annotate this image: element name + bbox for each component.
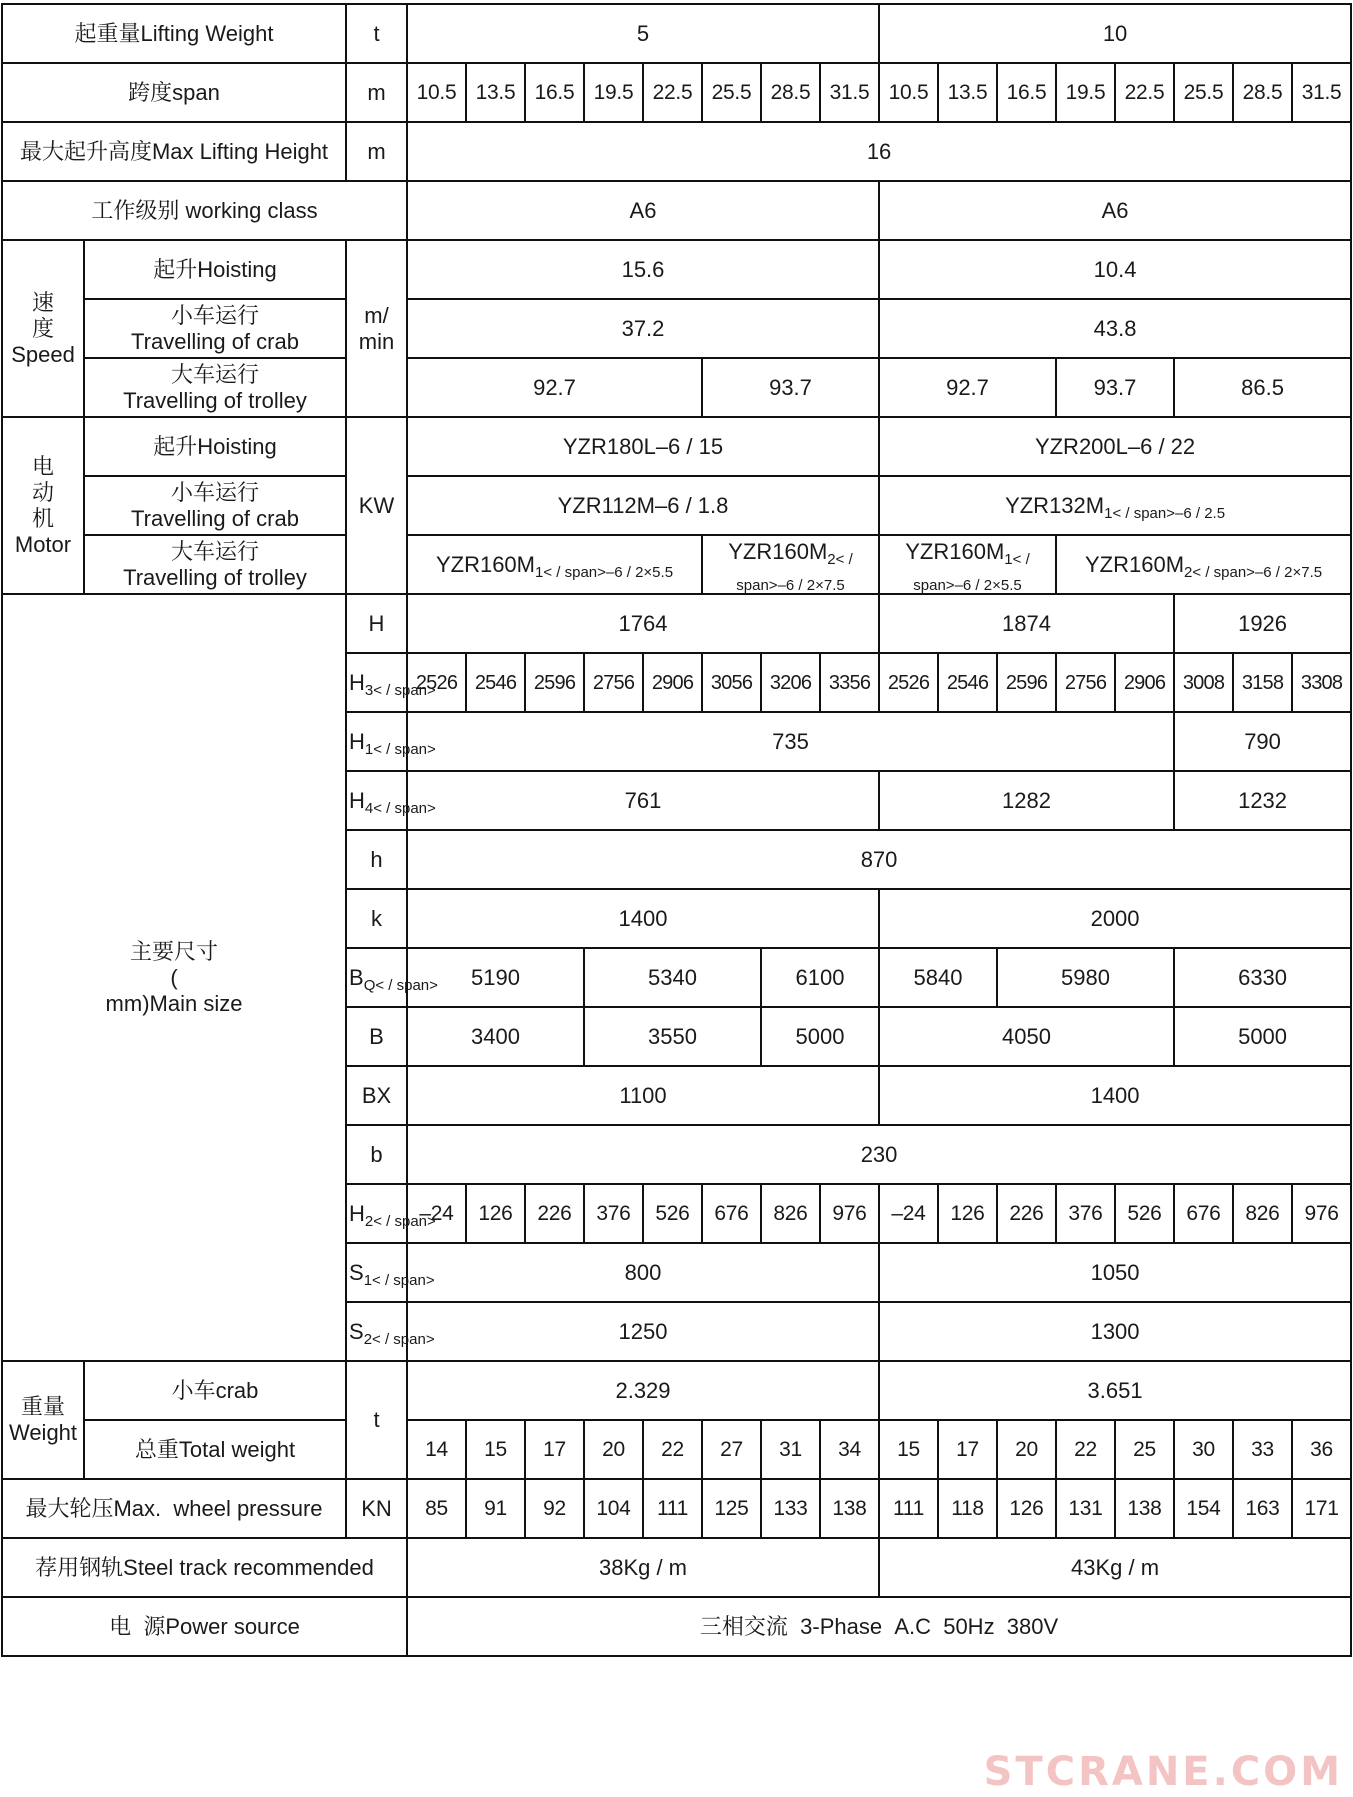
table-cell: 15.6 <box>407 240 879 299</box>
table-cell: 2756 <box>1056 653 1115 712</box>
table-cell: 376 <box>1056 1184 1115 1243</box>
table-cell: 2756 <box>584 653 643 712</box>
table-cell: 133 <box>761 1479 820 1538</box>
unit-cell: t <box>346 4 407 63</box>
table-cell: 3206 <box>761 653 820 712</box>
row-label: 总重Total weight <box>84 1420 346 1479</box>
table-cell: $YZR132M_{1< / span>-6 / 2.5}$ <box>879 476 1351 535</box>
table-cell: 5 <box>407 4 879 63</box>
table-cell: 4050 <box>879 1007 1174 1066</box>
table-cell: 5000 <box>1174 1007 1351 1066</box>
table-cell: 1874 <box>879 594 1174 653</box>
table-cell: 1300 <box>879 1302 1351 1361</box>
table-cell: 111 <box>879 1479 938 1538</box>
table-cell: 三相交流 3-Phase A.C 50Hz 380V <box>407 1597 1351 1656</box>
dimension-label: k <box>346 889 407 948</box>
table-cell: 27 <box>702 1420 761 1479</box>
table-cell: 2596 <box>997 653 1056 712</box>
row-label: 最大轮压Max. wheel pressure <box>2 1479 346 1538</box>
table-cell: 1400 <box>879 1066 1351 1125</box>
row-size-h <box>2 594 1351 653</box>
table-cell: 15 <box>879 1420 938 1479</box>
row-label: 荐用钢轨Steel track recommended <box>2 1538 407 1597</box>
table-cell: 19.5 <box>1056 63 1115 122</box>
table-cell: 125 <box>702 1479 761 1538</box>
row-label: 电 源Power source <box>2 1597 407 1656</box>
table-cell: 1926 <box>1174 594 1351 653</box>
table-cell: 16.5 <box>997 63 1056 122</box>
table-cell: 2906 <box>1115 653 1174 712</box>
table-cell: 6330 <box>1174 948 1351 1007</box>
specification-table <box>1 3 1352 1657</box>
table-cell: 28.5 <box>761 63 820 122</box>
table-cell: 5000 <box>761 1007 879 1066</box>
table-cell: 171 <box>1292 1479 1351 1538</box>
table-cell: 92 <box>525 1479 584 1538</box>
dimension-label: $H_{4< / span>}$ <box>346 771 407 830</box>
table-cell: 10.5 <box>407 63 466 122</box>
row-label: 小车运行 Travelling of crab <box>84 299 346 358</box>
unit-cell: m <box>346 122 407 181</box>
dimension-label: $H_{1< / span>}$ <box>346 712 407 771</box>
table-cell: $YZR160M_{1< / span>-6 / 2\times 5.5}$ <box>407 535 702 594</box>
table-cell: 17 <box>938 1420 997 1479</box>
table-cell: 1764 <box>407 594 879 653</box>
table-cell: 3.651 <box>879 1361 1351 1420</box>
dimension-label: $H_{3< / span>}$ <box>346 653 407 712</box>
table-cell: 28.5 <box>1233 63 1292 122</box>
group-label: 主要尺寸 ( mm)Main size <box>2 594 346 1361</box>
table-cell: 3550 <box>584 1007 761 1066</box>
row-motor-crab <box>2 476 1351 535</box>
table-cell: 5190 <box>407 948 584 1007</box>
row-working-class <box>2 181 1351 240</box>
row-label: 小车运行 Travelling of crab <box>84 476 346 535</box>
table-cell: 25.5 <box>1174 63 1233 122</box>
dimension-label: b <box>346 1125 407 1184</box>
dimension-label: B <box>346 1007 407 1066</box>
row-weight-crab <box>2 1361 1351 1420</box>
table-cell: 25.5 <box>702 63 761 122</box>
table-cell: 17 <box>525 1420 584 1479</box>
table-cell: 1100 <box>407 1066 879 1125</box>
unit-cell: m/ min <box>346 240 407 417</box>
row-label: 最大起升高度Max Lifting Height <box>2 122 346 181</box>
row-label: 工作级别 working class <box>2 181 407 240</box>
table-cell: 230 <box>407 1125 1351 1184</box>
table-cell: 226 <box>997 1184 1056 1243</box>
table-cell: 111 <box>643 1479 702 1538</box>
table-cell: 10.4 <box>879 240 1351 299</box>
table-cell: YZR200L–6 / 22 <box>879 417 1351 476</box>
table-cell: 33 <box>1233 1420 1292 1479</box>
table-cell: 91 <box>466 1479 525 1538</box>
table-cell: 16.5 <box>525 63 584 122</box>
table-cell: 1282 <box>879 771 1174 830</box>
table-cell: $YZR160M_{2< / span>-6 / 2\times 7.5}$ <box>1056 535 1351 594</box>
table-cell: 22.5 <box>1115 63 1174 122</box>
table-cell: 16 <box>407 122 1351 181</box>
table-cell: 20 <box>997 1420 1056 1479</box>
table-cell: 1232 <box>1174 771 1351 830</box>
table-cell: 138 <box>1115 1479 1174 1538</box>
dimension-label: BX <box>346 1066 407 1125</box>
table-cell: 10.5 <box>879 63 938 122</box>
table-cell: 3008 <box>1174 653 1233 712</box>
unit-cell: m <box>346 63 407 122</box>
table-cell: –24 <box>407 1184 466 1243</box>
table-cell: A6 <box>407 181 879 240</box>
table-cell: 38Kg / m <box>407 1538 879 1597</box>
row-weight-total <box>2 1420 1351 1479</box>
table-cell: 6100 <box>761 948 879 1007</box>
table-cell: 31 <box>761 1420 820 1479</box>
table-cell: 976 <box>1292 1184 1351 1243</box>
row-label: 跨度span <box>2 63 346 122</box>
table-cell: 31.5 <box>820 63 879 122</box>
dimension-label: H <box>346 594 407 653</box>
table-cell: 2906 <box>643 653 702 712</box>
row-speed-trolley <box>2 358 1351 417</box>
table-cell: 735 <box>407 712 1174 771</box>
table-cell: 163 <box>1233 1479 1292 1538</box>
dimension-label: $H_{2< / span>}$ <box>346 1184 407 1243</box>
table-cell: 790 <box>1174 712 1351 771</box>
table-cell: 19.5 <box>584 63 643 122</box>
table-cell: 104 <box>584 1479 643 1538</box>
table-cell: 93.7 <box>702 358 879 417</box>
row-label: 起升Hoisting <box>84 240 346 299</box>
table-cell: 31.5 <box>1292 63 1351 122</box>
table-cell: 37.2 <box>407 299 879 358</box>
table-cell: $YZR160M_{1< / span>-6 / 2\times 5.5}$ <box>879 535 1056 594</box>
table-cell: 3056 <box>702 653 761 712</box>
table-cell: 1050 <box>879 1243 1351 1302</box>
table-cell: 22 <box>643 1420 702 1479</box>
table-cell: 86.5 <box>1174 358 1351 417</box>
row-label: 起重量Lifting Weight <box>2 4 346 63</box>
table-cell: 138 <box>820 1479 879 1538</box>
table-cell: 154 <box>1174 1479 1233 1538</box>
table-cell: 126 <box>938 1184 997 1243</box>
table-cell: 13.5 <box>938 63 997 122</box>
table-cell: 5980 <box>997 948 1174 1007</box>
table-cell: $YZR160M_{2< / span>-6 / 2\times 7.5}$ <box>702 535 879 594</box>
table-cell: 43Kg / m <box>879 1538 1351 1597</box>
table-cell: 13.5 <box>466 63 525 122</box>
table-cell: 34 <box>820 1420 879 1479</box>
row-motor-hoisting <box>2 417 1351 476</box>
table-cell: 92.7 <box>407 358 702 417</box>
row-max-wheel-pressure <box>2 1479 1351 1538</box>
table-cell: 30 <box>1174 1420 1233 1479</box>
row-motor-trolley <box>2 535 1351 594</box>
table-cell: 976 <box>820 1184 879 1243</box>
row-power-source <box>2 1597 1351 1656</box>
table-cell: 15 <box>466 1420 525 1479</box>
table-cell: 5340 <box>584 948 761 1007</box>
table-cell: 126 <box>997 1479 1056 1538</box>
table-cell: 131 <box>1056 1479 1115 1538</box>
table-cell: 800 <box>407 1243 879 1302</box>
row-max-lifting-height <box>2 122 1351 181</box>
table-cell: 22.5 <box>643 63 702 122</box>
row-label: 大车运行 Travelling of trolley <box>84 535 346 594</box>
row-speed-crab <box>2 299 1351 358</box>
table-cell: 526 <box>1115 1184 1174 1243</box>
table-cell: 2546 <box>466 653 525 712</box>
table-cell: 5840 <box>879 948 997 1007</box>
table-cell: 118 <box>938 1479 997 1538</box>
dimension-label: h <box>346 830 407 889</box>
table-cell: 870 <box>407 830 1351 889</box>
dimension-label: $S_{1< / span>}$ <box>346 1243 407 1302</box>
table-cell: 3400 <box>407 1007 584 1066</box>
table-cell: 226 <box>525 1184 584 1243</box>
table-cell: 1400 <box>407 889 879 948</box>
watermark: STCRANE.COM <box>983 1749 1343 1795</box>
table-cell: 676 <box>702 1184 761 1243</box>
unit-cell: t <box>346 1361 407 1479</box>
table-cell: 36 <box>1292 1420 1351 1479</box>
table-cell: 3356 <box>820 653 879 712</box>
group-label: 重量 Weight <box>2 1361 84 1479</box>
row-speed-hoisting <box>2 240 1351 299</box>
row-span <box>2 63 1351 122</box>
table-cell: A6 <box>879 181 1351 240</box>
row-lifting-weight <box>2 4 1351 63</box>
table-cell: 826 <box>761 1184 820 1243</box>
row-steel-track <box>2 1538 1351 1597</box>
table-cell: 92.7 <box>879 358 1056 417</box>
table-cell: 20 <box>584 1420 643 1479</box>
table-cell: 10 <box>879 4 1351 63</box>
table-cell: 3158 <box>1233 653 1292 712</box>
dimension-label: $S_{2< / span>}$ <box>346 1302 407 1361</box>
table-cell: –24 <box>879 1184 938 1243</box>
table-cell: 25 <box>1115 1420 1174 1479</box>
table-cell: 2546 <box>938 653 997 712</box>
group-label: 速 度 Speed <box>2 240 84 417</box>
unit-cell: KN <box>346 1479 407 1538</box>
table-cell: 3308 <box>1292 653 1351 712</box>
table-cell: 14 <box>407 1420 466 1479</box>
table-cell: YZR180L–6 / 15 <box>407 417 879 476</box>
table-cell: YZR112M–6 / 1.8 <box>407 476 879 535</box>
table-cell: 126 <box>466 1184 525 1243</box>
table-cell: 43.8 <box>879 299 1351 358</box>
table-cell: 376 <box>584 1184 643 1243</box>
table-cell: 2526 <box>407 653 466 712</box>
row-label: 起升Hoisting <box>84 417 346 476</box>
table-cell: 761 <box>407 771 879 830</box>
table-cell: 2526 <box>879 653 938 712</box>
group-label: 电 动 机 Motor <box>2 417 84 594</box>
table-cell: 2.329 <box>407 1361 879 1420</box>
table-cell: 526 <box>643 1184 702 1243</box>
table-cell: 93.7 <box>1056 358 1174 417</box>
table-cell: 826 <box>1233 1184 1292 1243</box>
table-cell: 2596 <box>525 653 584 712</box>
table-cell: 22 <box>1056 1420 1115 1479</box>
table-cell: 2000 <box>879 889 1351 948</box>
unit-cell: KW <box>346 417 407 594</box>
table-cell: 676 <box>1174 1184 1233 1243</box>
dimension-label: $B_{Q< / span>}$ <box>346 948 407 1007</box>
row-label: 小车crab <box>84 1361 346 1420</box>
row-label: 大车运行 Travelling of trolley <box>84 358 346 417</box>
table-cell: 1250 <box>407 1302 879 1361</box>
table-cell: 85 <box>407 1479 466 1538</box>
